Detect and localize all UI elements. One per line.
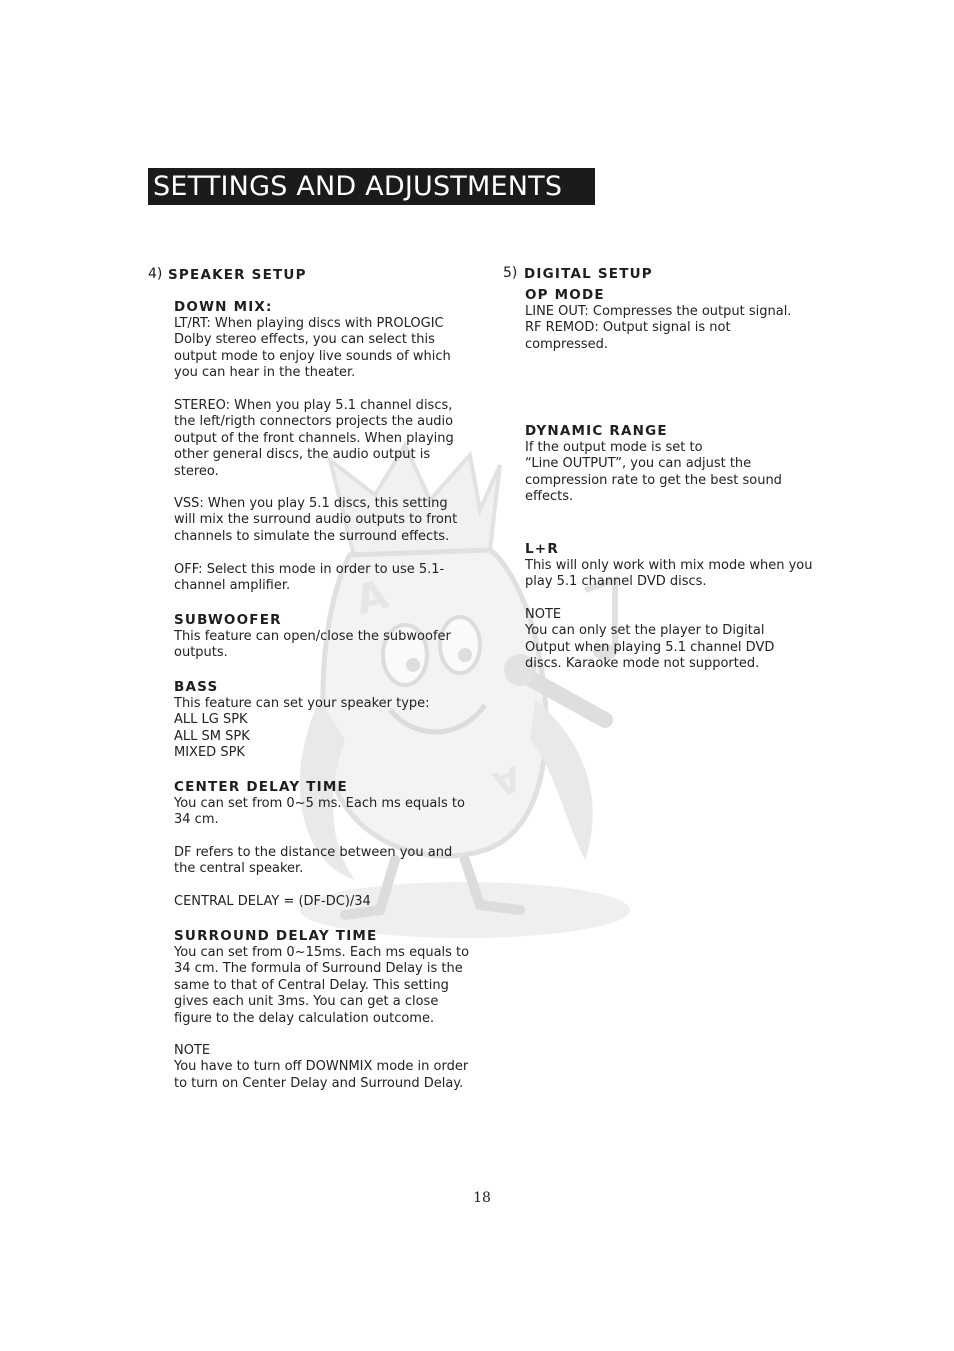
down-mix-heading: DOWN MIX: xyxy=(174,299,273,315)
lr-heading: L+R xyxy=(525,541,559,557)
lr-section xyxy=(525,541,825,591)
off-text: OFF: Select this mode in order to use 5.1- channel amplifier. xyxy=(174,562,445,594)
subwoofer-text: This feature can open/close the subwoofer outputs. xyxy=(174,629,451,661)
subwoofer-heading: SUBWOOFER xyxy=(174,612,282,628)
page-title: SETTINGS AND ADJUSTMENTS xyxy=(148,168,595,205)
lr-text: This will only work with mix mode when you play 5.1 channel DVD discs. xyxy=(525,558,813,590)
bass-text: This feature can set your speaker type: ALL LG SPK ALL SM SPK MIXED SPK xyxy=(174,696,430,761)
surround-delay-heading: SURROUND DELAY TIME xyxy=(174,928,378,944)
digital-note-text: You can only set the player to Digital Output when playing 5.1 channel DVD discs. Karaoke mode not supported. xyxy=(525,623,775,672)
digital-setup-heading: DIGITAL SETUP xyxy=(524,266,653,282)
center-delay-heading: CENTER DELAY TIME xyxy=(174,779,348,795)
digital-note xyxy=(525,607,825,673)
surround-delay-section xyxy=(174,928,484,1027)
center-delay-text-1: You can set from 0~5 ms. Each ms equals to 34 cm. xyxy=(174,796,465,828)
bass-heading: BASS xyxy=(174,679,219,695)
dynamic-range-section xyxy=(525,423,825,506)
center-delay-text-2: DF refers to the distance between you and the central speaker. xyxy=(174,845,453,877)
vss-text: VSS: When you play 5.1 discs, this setting will mix the surround audio outputs to front channels to simulate the surround effects. xyxy=(174,496,458,544)
ltrt-text: LT/RT: When playing discs with PROLOGIC Dolby stereo effects, you can select this output mode to enjoy live sounds of which you can hear in the theater. xyxy=(174,316,451,381)
section-number-4: 4) xyxy=(148,266,163,282)
op-mode-section xyxy=(525,287,825,353)
surround-delay-text: You can set from 0~15ms. Each ms equals to 34 cm. The formula of Surround Delay is the same to that of Central Delay. This setting gives each unit 3ms. You can get a close figure to the delay calculation outcome. xyxy=(174,945,470,1026)
svg-text:A: A xyxy=(350,571,393,624)
surround-note-label: NOTE xyxy=(174,1043,211,1058)
down-mix-section xyxy=(174,299,484,382)
section-number-5: 5) xyxy=(503,265,518,281)
op-mode-heading: OP MODE xyxy=(525,287,605,303)
center-delay-formula: CENTRAL DELAY = (DF-DC)/34 xyxy=(174,894,371,909)
dynamic-range-heading: DYNAMIC RANGE xyxy=(525,423,668,439)
page-number: 18 xyxy=(473,1190,491,1206)
center-delay-section xyxy=(174,779,484,829)
subwoofer-section xyxy=(174,612,484,662)
dynamic-range-text: If the output mode is set to “Line OUTPUT”, you can adjust the compression rate to get the best sound effects. xyxy=(525,440,782,505)
surround-note xyxy=(174,1043,484,1092)
speaker-setup-heading: SPEAKER SETUP xyxy=(168,267,307,283)
bass-section xyxy=(174,679,484,762)
op-mode-text: LINE OUT: Compresses the output signal. RF REMOD: Output signal is not compressed. xyxy=(525,304,792,352)
digital-note-label: NOTE xyxy=(525,607,562,622)
svg-text:A: A xyxy=(487,757,527,804)
stereo-text: STEREO: When you play 5.1 channel discs, the left/rigth connectors projects the audio output of the front channels. When playing other general discs, the audio output is stereo. xyxy=(174,398,454,479)
surround-note-text: You have to turn off DOWNMIX mode in order to turn on Center Delay and Surround Delay. xyxy=(174,1059,469,1091)
